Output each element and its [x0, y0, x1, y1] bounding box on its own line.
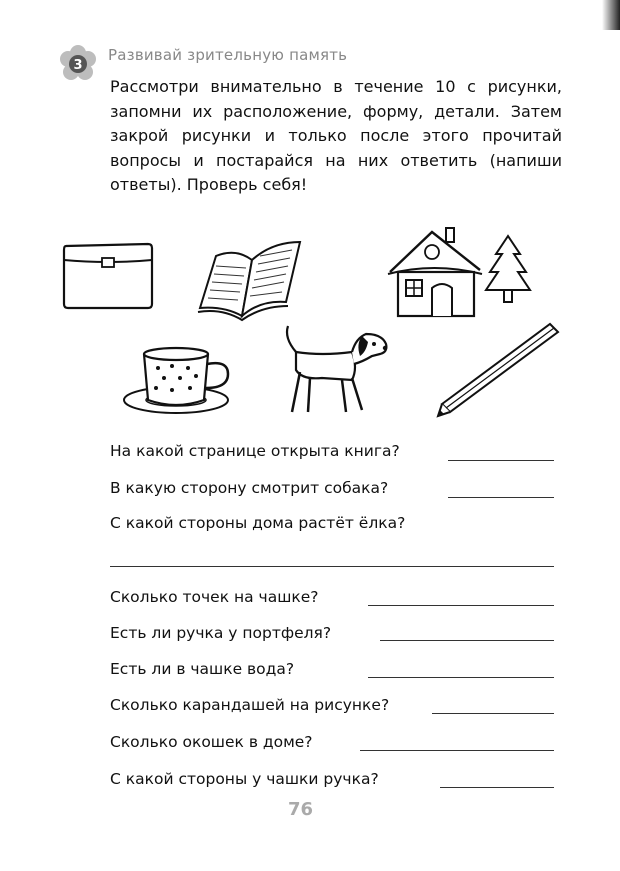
question-7: Сколько карандашей на рисунке?	[110, 696, 390, 714]
instruction-text: Рассмотри внимательно в течение 10 с рисунки, запомни их расположение, форму, детали. Затем закрой рисунки и только после этого прочитай вопросы и постарайся на них ответить (напиши ответы). Проверь себя!	[110, 77, 562, 194]
answer-line-1[interactable]	[448, 460, 554, 461]
question-8: Сколько окошек в доме?	[110, 733, 313, 751]
question-4: Сколько точек на чашке?	[110, 588, 319, 606]
book-icon	[196, 236, 308, 322]
answer-line-6[interactable]	[368, 677, 554, 678]
tree-icon	[484, 232, 532, 304]
question-2: В какую сторону смотрит собака?	[110, 479, 389, 497]
answer-line-8[interactable]	[360, 750, 554, 751]
page-edge-shadow	[602, 0, 620, 30]
question-9: С какой стороны у чашки ручка?	[110, 770, 379, 788]
question-3: С какой стороны дома растёт ёлка?	[110, 514, 406, 532]
briefcase-icon	[60, 238, 158, 314]
question-5: Есть ли ручка у портфеля?	[110, 624, 332, 642]
badge-number: 3	[73, 58, 83, 73]
cup-icon	[122, 346, 234, 424]
answer-line-4[interactable]	[368, 605, 554, 606]
section-title: Развивай зрительную память	[108, 46, 348, 64]
flower-badge-icon	[58, 44, 98, 84]
answer-line-2[interactable]	[448, 497, 554, 498]
house-icon	[384, 222, 484, 322]
question-1: На какой странице открыта книга?	[110, 442, 400, 460]
answer-line-3[interactable]	[110, 566, 554, 567]
answer-line-7[interactable]	[432, 713, 554, 714]
page-number: 76	[288, 799, 314, 820]
question-6: Есть ли в чашке вода?	[110, 660, 295, 678]
pencil-icon	[436, 318, 566, 418]
answer-line-9[interactable]	[440, 787, 554, 788]
answer-line-5[interactable]	[380, 640, 554, 641]
dog-icon	[282, 322, 392, 416]
